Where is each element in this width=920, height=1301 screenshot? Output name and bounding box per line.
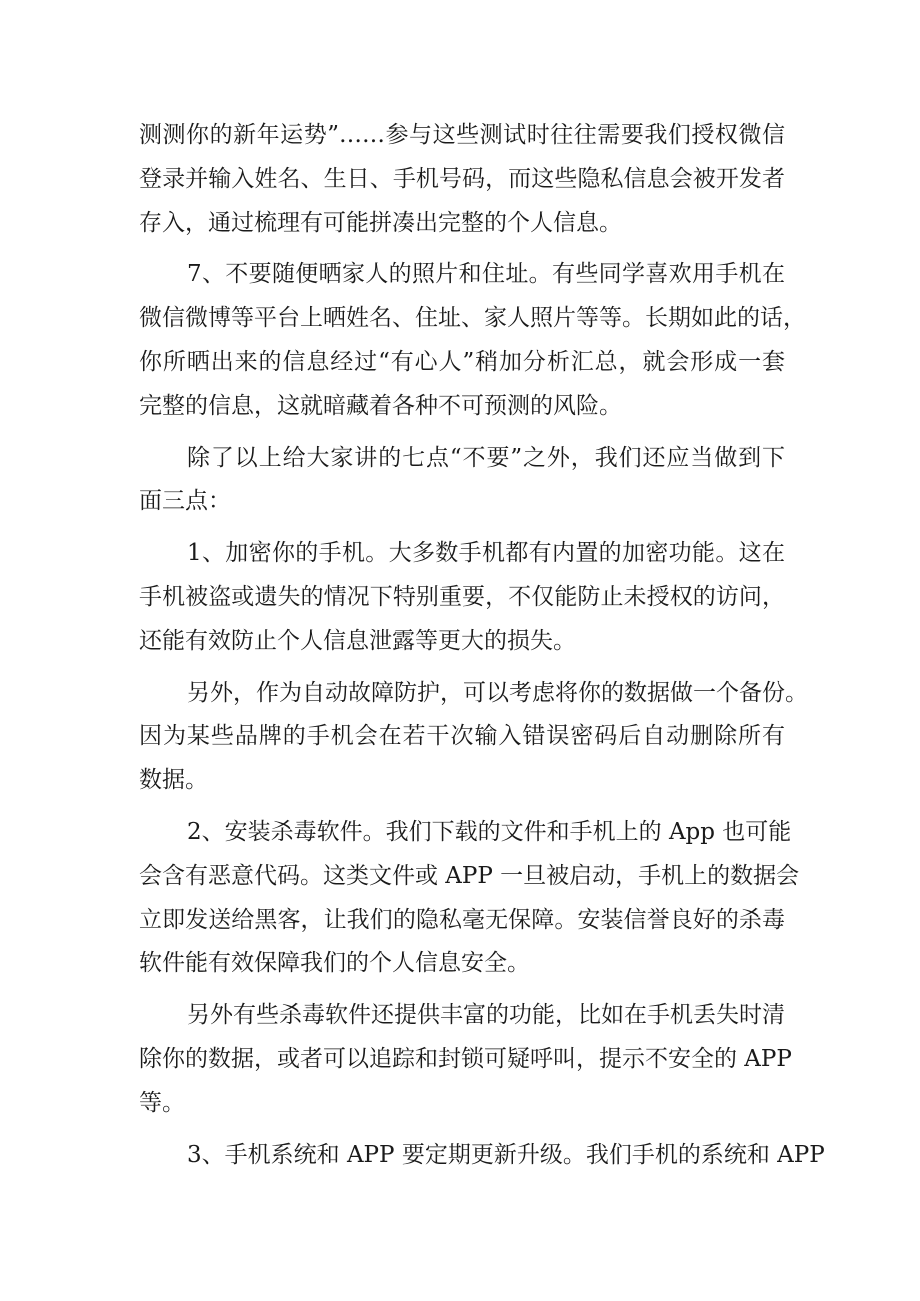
text-line: 软件能有效保障我们的个人信息安全。: [139, 950, 530, 977]
text-line: 除你的数据，或者可以追踪和封锁可疑呼叫，提示不安全的 APP: [139, 1045, 792, 1072]
text-line: 除了以上给大家讲的七点“不要”之外，我们还应当做到下: [187, 444, 785, 471]
text-line: 另外有些杀毒软件还提供丰富的功能，比如在手机丢失时清: [187, 1002, 785, 1029]
text-line: 还能有效防止个人信息泄露等更大的损失。: [139, 627, 576, 654]
document-body: [139, 114, 825, 1177]
text-line: 会含有恶意代码。这类文件或 APP 一旦被启动，手机上的数据会: [139, 862, 800, 889]
text-line: 1、加密你的手机。大多数手机都有内置的加密功能。这在: [187, 540, 785, 567]
text-line: 2、安装杀毒软件。我们下载的文件和手机上的 App 也可能: [187, 818, 792, 845]
text-line: 微信微博等平台上晒姓名、住址、家人照片等等。长期如此的话，: [139, 305, 806, 332]
text-line: 存入，通过梳理有可能拼凑出完整的个人信息。: [139, 209, 622, 236]
text-line: 面三点：: [139, 488, 231, 515]
text-line: 另外，作为自动故障防护，可以考虑将你的数据做一个备份。: [187, 679, 808, 706]
text-line: 因为某些品牌的手机会在若干次输入错误密码后自动删除所有: [139, 723, 785, 750]
text-line: 测测你的新年运势”……参与这些测试时往往需要我们授权微信: [139, 122, 785, 148]
text-line: 等。: [139, 1089, 185, 1116]
text-line: 立即发送给黑客，让我们的隐私毫无保障。安装信誉良好的杀毒: [139, 906, 785, 933]
text-line: 完整的信息，这就暗藏着各种不可预测的风险。: [139, 392, 622, 419]
text-line: 登录并输入姓名、生日、手机号码，而这些隐私信息会被开发者: [139, 165, 785, 192]
text-line: 3、手机系统和 APP 要定期更新升级。我们手机的系统和 APP: [187, 1141, 825, 1168]
text-line: 你所晒出来的信息经过“有心人”稍加分析汇总，就会形成一套: [139, 348, 785, 375]
text-line: 数据。: [139, 767, 208, 794]
text-line: 7、不要随便晒家人的照片和住址。有些同学喜欢用手机在: [187, 261, 785, 288]
text-line: 手机被盗或遗失的情况下特别重要，不仅能防止未授权的访问，: [139, 583, 785, 610]
